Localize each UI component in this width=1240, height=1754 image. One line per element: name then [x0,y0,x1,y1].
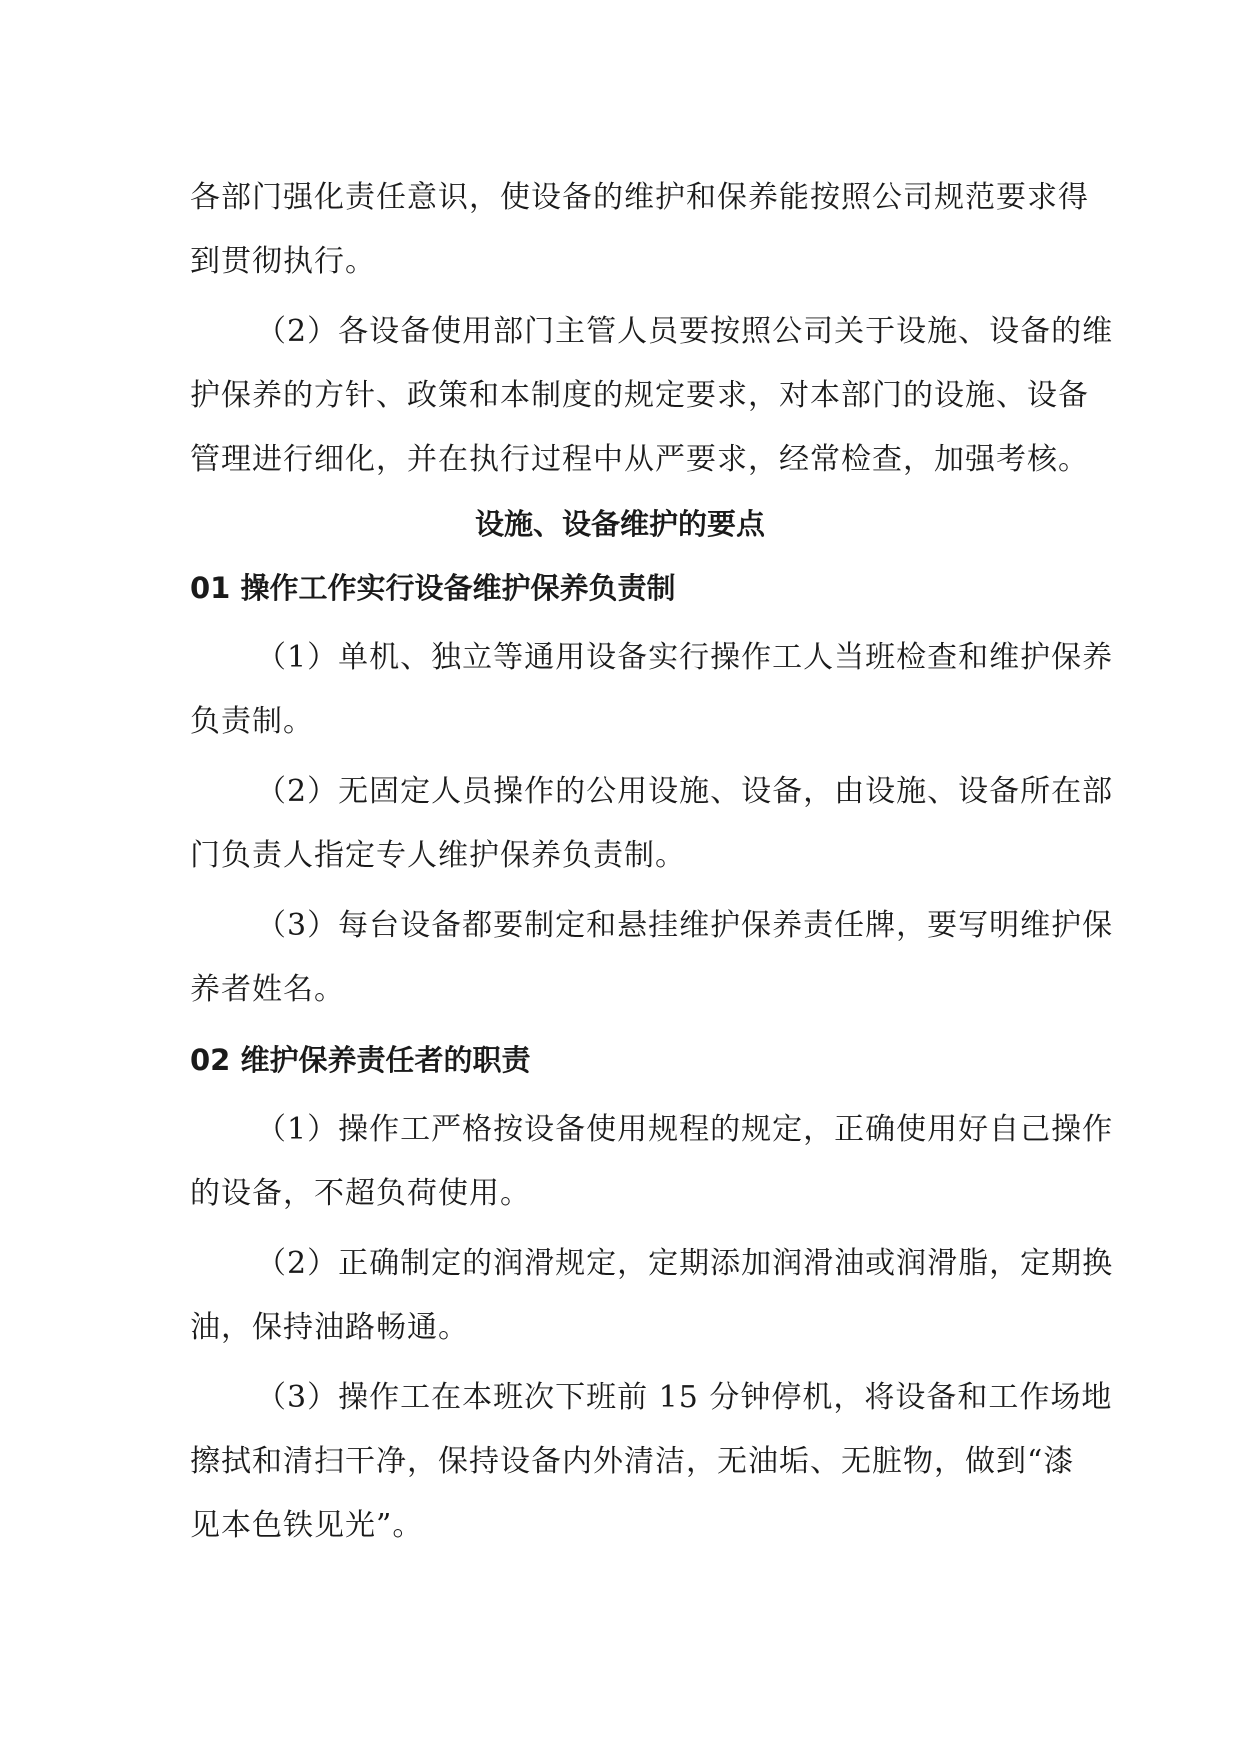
paragraph-2-line: 护保养的方针、政策和本制度的规定要求，对本部门的设施、设备 [190,378,1089,413]
list-item-line: （2）无固定人员操作的公用设施、设备，由设施、设备所在部 [256,774,1114,809]
document-page [190,166,1114,1558]
list-item-line: （1）单机、独立等通用设备实行操作工人当班检查和维护保养 [256,640,1114,675]
list-item-line: 门负责人指定专人维护保养负责制。 [190,838,686,873]
section-heading-01: 01 操作工作实行设备维护保养负责制 [190,571,676,605]
list-item-line: 油，保持油路畅通。 [190,1310,469,1345]
list-item-line: （2）正确制定的润滑规定，定期添加润滑油或润滑脂，定期换 [256,1246,1114,1281]
paragraph-2-line: 管理进行细化，并在执行过程中从严要求，经常检查，加强考核。 [190,442,1089,477]
list-item-line: 的设备，不超负荷使用。 [190,1176,531,1211]
list-item-line: （3）操作工在本班次下班前 15 分钟停机，将设备和工作场地 [256,1380,1113,1415]
list-item-line: 负责制。 [190,704,314,739]
body-text-line: 各部门强化责任意识，使设备的维护和保养能按照公司规范要求得 [190,180,1089,215]
body-text-line: 到贯彻执行。 [190,244,376,279]
list-item-line: （1）操作工严格按设备使用规程的规定，正确使用好自己操作 [256,1112,1114,1147]
list-item-line: 养者姓名。 [190,972,345,1007]
section-heading-02: 02 维护保养责任者的职责 [190,1043,531,1077]
list-item-line: 见本色铁见光”。 [190,1508,424,1543]
paragraph-2-line: （2）各设备使用部门主管人员要按照公司关于设施、设备的维 [256,314,1114,349]
section-title: 设施、设备维护的要点 [474,507,765,541]
list-item-line: 擦拭和清扫干净，保持设备内外清洁，无油垢、无脏物，做到“漆 [190,1444,1075,1479]
list-item-line: （3）每台设备都要制定和悬挂维护保养责任牌，要写明维护保 [256,908,1114,943]
